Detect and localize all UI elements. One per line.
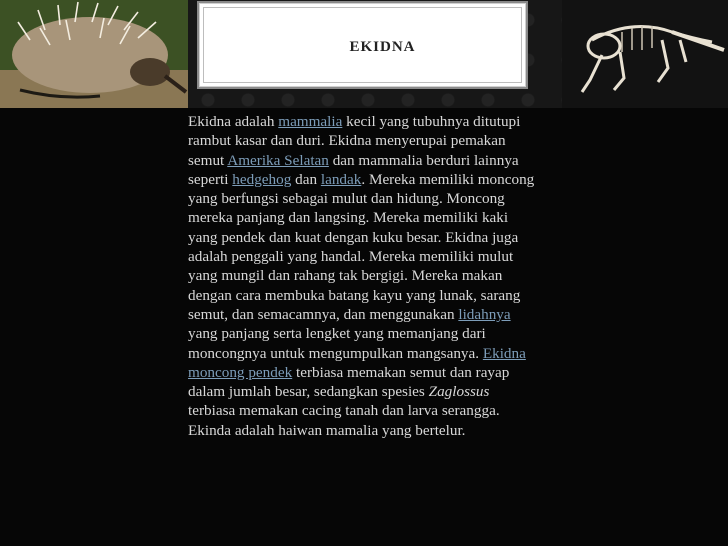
- text-segment: terbiasa memakan semut dan rayap dalam jumlah besar, sedangkan spesies: [188, 363, 510, 401]
- text-segment: Ekidna adalah: [188, 113, 279, 130]
- text-link[interactable]: lidahnya: [458, 305, 511, 323]
- skeleton-illustration: [562, 0, 728, 108]
- text-segment: yang panjang serta lengket yang memanjang dari moncongnya untuk mengumpulkan mangsanya.: [188, 325, 486, 362]
- text-link[interactable]: Amerika Selatan: [227, 151, 329, 169]
- text-segment: dan mammalia berduri lainnya seperti: [188, 151, 519, 188]
- text-segment: . Mereka memiliki moncong yang berfungsi sebagai mulut dan hidung. Moncong mereka panjang dan langsing. Mereka memiliki kaki yang pendek dan kuat dengan kuku besar. Ekidna juga adalah penggali yang handal. Mereka memiliki mulut yang mungil dan rahang tak bergigi. Mereka makan dengan cara membuka batang kayu yang lunak, sarang semut, dan semacamnya, dan menggunakan: [188, 170, 535, 323]
- title-box: [197, 1, 528, 89]
- echidna-photo: [0, 0, 188, 108]
- text-segment: dan: [291, 170, 321, 188]
- body-paragraph: [188, 112, 540, 440]
- echidna-illustration: [0, 0, 188, 108]
- echidna-skeleton-photo: [562, 0, 728, 108]
- text-link[interactable]: Ekidna moncong pendek: [188, 344, 526, 381]
- slide-title: EKIDNA: [349, 38, 416, 55]
- text-link[interactable]: hedgehog: [232, 170, 292, 188]
- text-segment: terbiasa memakan cacing tanah dan larva serangga. Ekinda adalah haiwan mamalia yang bertelur.: [188, 402, 500, 439]
- italic-text: Zaglossus: [428, 383, 490, 401]
- text-segment: kecil yang tubuhnya ditutupi rambut kasar dan duri. Ekidna menyerupai pemakan semut: [188, 113, 521, 169]
- text-link[interactable]: mammalia: [278, 113, 343, 130]
- text-link[interactable]: landak: [320, 170, 362, 188]
